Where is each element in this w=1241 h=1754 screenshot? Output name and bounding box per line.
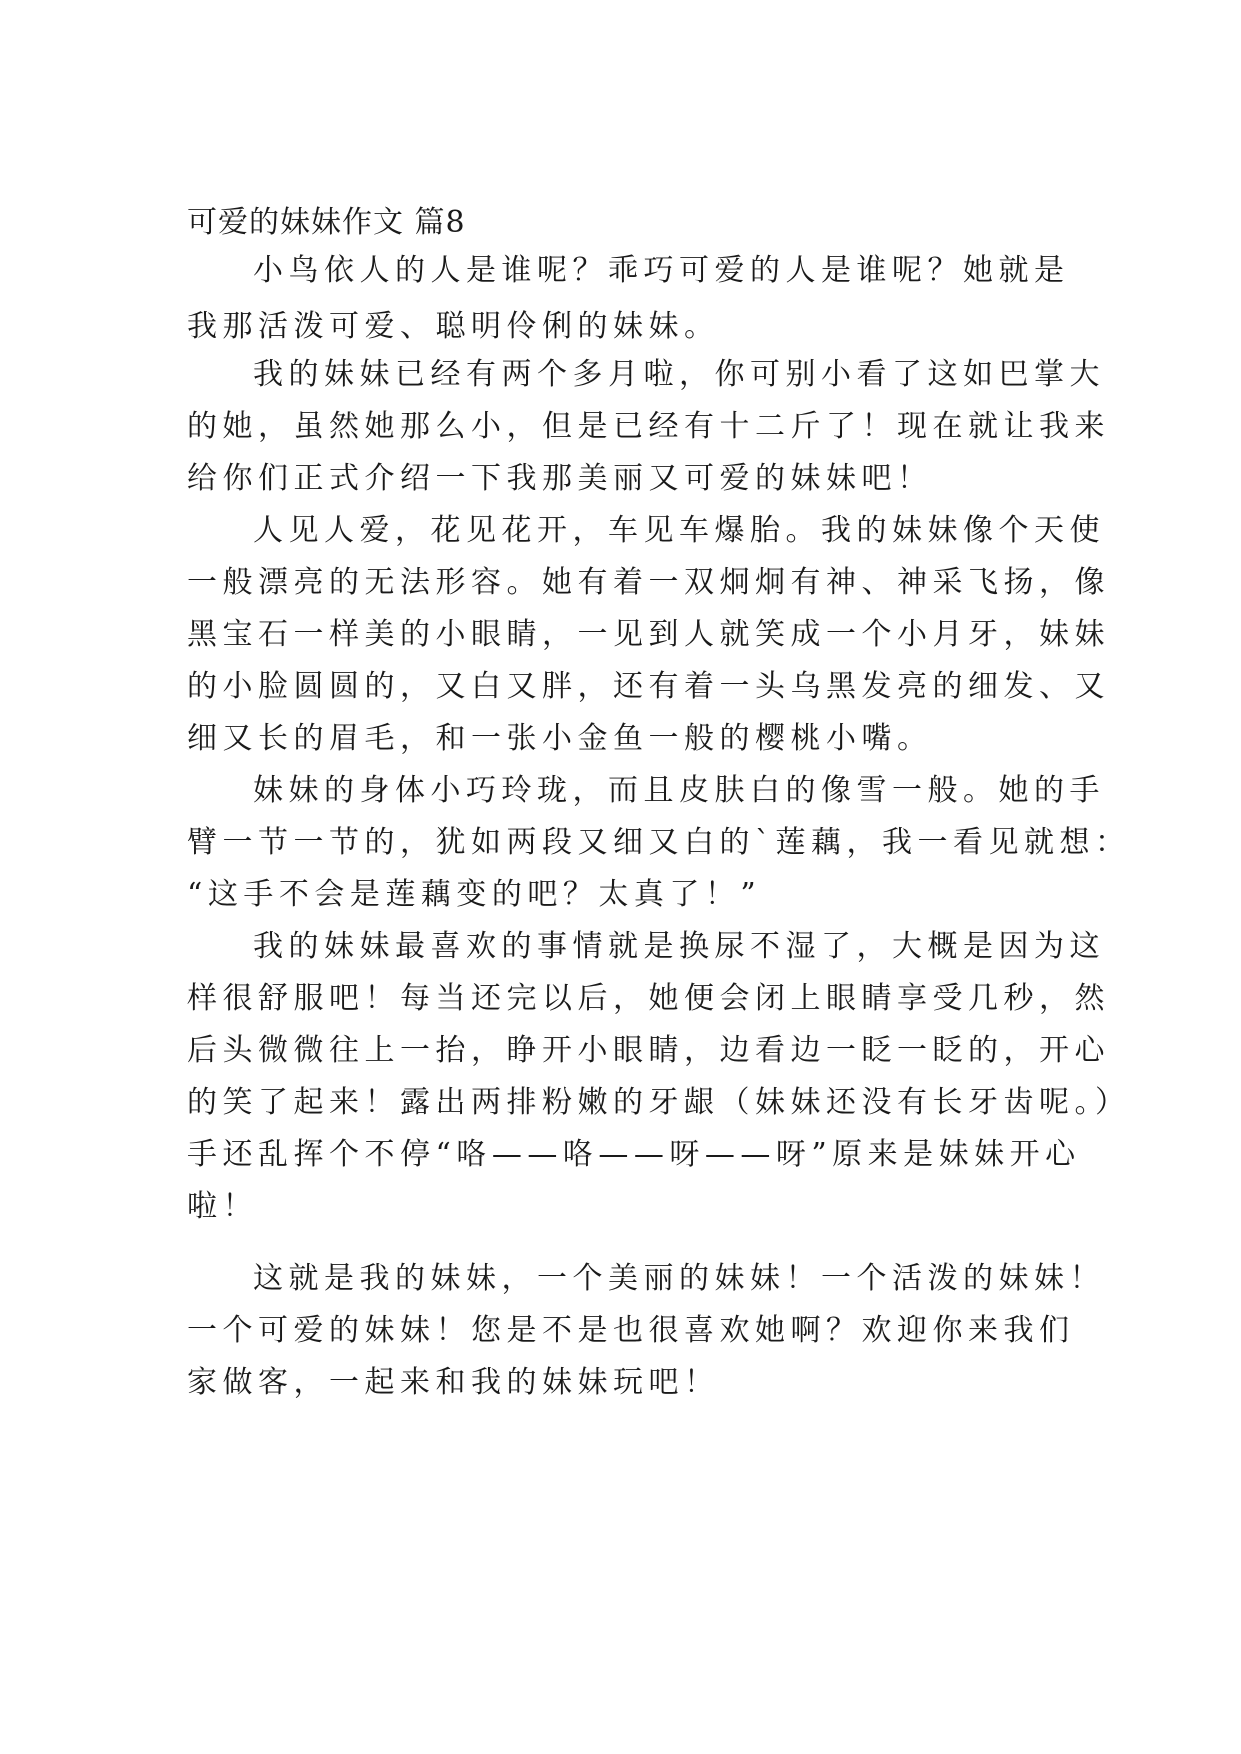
text-line: 黑宝石一样美的小眼睛，一见到人就笑成一个小月牙，妹妹 bbox=[187, 617, 1110, 652]
document-title: 可爱的妹妹作文 篇8 bbox=[187, 205, 466, 240]
text-line: 一般漂亮的无法形容。她有着一双炯炯有神、神采飞扬，像 bbox=[187, 565, 1110, 600]
text-line: 人见人爱，花见花开，车见车爆胎。我的妹妹像个天使 bbox=[253, 513, 1105, 548]
text-line: 家做客，一起来和我的妹妹玩吧！ bbox=[187, 1365, 720, 1400]
text-line: 臂一节一节的，犹如两段又细又白的`莲藕，我一看见就想： bbox=[187, 825, 1131, 860]
text-line: 给你们正式介绍一下我那美丽又可爱的妹妹吧！ bbox=[187, 461, 933, 496]
text-line: 我的妹妹已经有两个多月啦，你可别小看了这如巴掌大 bbox=[253, 357, 1105, 392]
text-line: 后头微微往上一抬，睁开小眼睛，边看边一眨一眨的，开心 bbox=[187, 1033, 1110, 1068]
text-line: 这就是我的妹妹，一个美丽的妹妹！一个活泼的妹妹！ bbox=[253, 1261, 1105, 1296]
text-line: 的笑了起来！露出两排粉嫩的牙龈（妹妹还没有长牙齿呢。） bbox=[187, 1085, 1131, 1120]
text-line: 我的妹妹最喜欢的事情就是换尿不湿了，大概是因为这 bbox=[253, 929, 1105, 964]
text-line: 我那活泼可爱、聪明伶俐的妹妹。 bbox=[187, 309, 720, 344]
text-line: 样很舒服吧！每当还完以后，她便会闭上眼睛享受几秒，然 bbox=[187, 981, 1110, 1016]
text-line: “这手不会是莲藕变的吧？太真了！” bbox=[187, 877, 762, 912]
text-line: 啦！ bbox=[187, 1189, 258, 1224]
text-line: 手还乱挥个不停“咯——咯——呀——呀”原来是妹妹开心 bbox=[187, 1137, 1081, 1172]
text-line: 妹妹的身体小巧玲珑，而且皮肤白的像雪一般。她的手 bbox=[253, 773, 1105, 808]
text-line: 一个可爱的妹妹！您是不是也很喜欢她啊？欢迎你来我们 bbox=[187, 1313, 1075, 1348]
text-line: 的她，虽然她那么小，但是已经有十二斤了！现在就让我来 bbox=[187, 409, 1110, 444]
text-line: 小鸟依人的人是谁呢？乖巧可爱的人是谁呢？她就是 bbox=[253, 253, 1070, 288]
text-line: 的小脸圆圆的，又白又胖，还有着一头乌黑发亮的细发、又 bbox=[187, 669, 1110, 704]
text-line: 细又长的眉毛，和一张小金鱼一般的樱桃小嘴。 bbox=[187, 721, 933, 756]
